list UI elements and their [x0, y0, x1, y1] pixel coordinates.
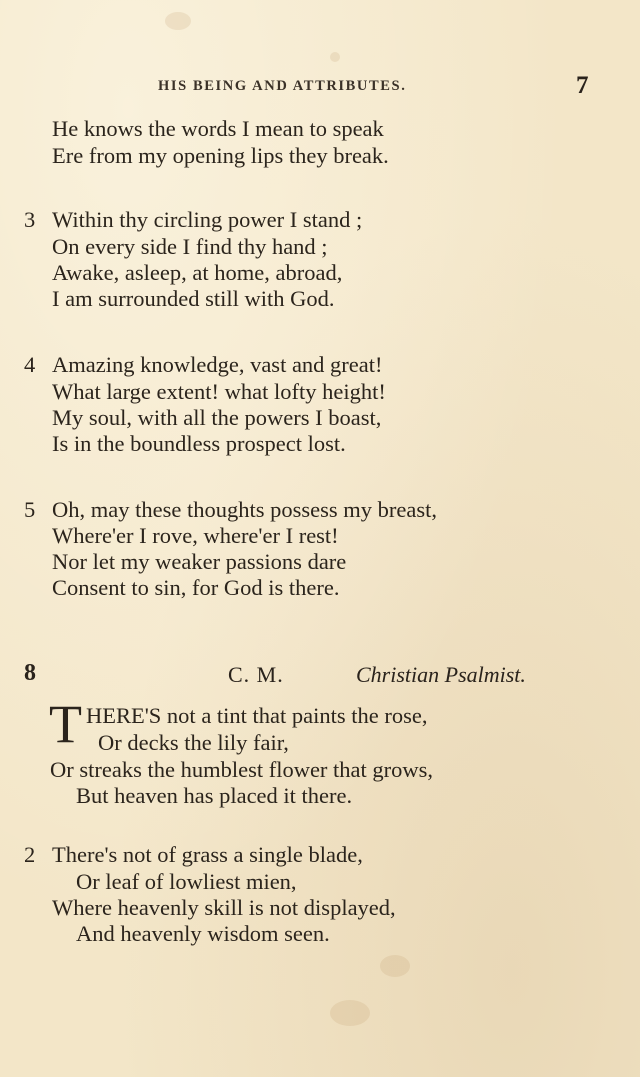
verse-line: But heaven has placed it there. [76, 783, 353, 808]
hymn-source: Christian Psalmist. [356, 662, 526, 687]
verse-line: Or leaf of lowliest mien, [76, 869, 297, 894]
verse-line: Nor let my weaker passions dare [52, 549, 347, 574]
verse-line: Oh, may these thoughts possess my breast, [52, 497, 437, 522]
verse-line: Or decks the lily fair, [98, 730, 289, 755]
drop-cap: T [49, 694, 82, 754]
verse-line: And heavenly wisdom seen. [76, 921, 330, 946]
verse-line: On every side I find thy hand ; [52, 234, 328, 259]
verse-line: What large extent! what lofty height! [52, 379, 386, 404]
paper-stain [330, 1000, 370, 1026]
verse-line: Where heavenly skill is not displayed, [52, 895, 396, 920]
verse-line: Amazing knowledge, vast and great! [52, 352, 383, 377]
verse-line: Or streaks the humblest flower that grows, [50, 757, 434, 782]
page-header [0, 72, 640, 102]
stanza-number: 3 [24, 207, 36, 232]
stanza-number: 4 [24, 352, 36, 377]
page-number: 7 [576, 72, 589, 99]
verse-line: Within thy circling power I stand ; [52, 207, 363, 232]
verse-line: I am surrounded still with God. [52, 286, 335, 311]
verse-line: Awake, asleep, at home, abroad, [52, 260, 343, 285]
verse-line: Is in the boundless prospect lost. [52, 431, 346, 456]
verse-line: Where'er I rove, where'er I rest! [52, 523, 339, 548]
paper-stain [380, 955, 410, 977]
hymn-meter: C. M. [228, 662, 284, 687]
verse-line: My soul, with all the powers I boast, [52, 405, 382, 430]
paper-stain [330, 52, 340, 62]
verse-line: He knows the words I mean to speak [52, 116, 384, 141]
running-head: HIS BEING AND ATTRIBUTES. [158, 78, 407, 94]
verse-line: Consent to sin, for God is there. [52, 575, 340, 600]
stanza-number: 5 [24, 497, 36, 522]
paper-stain [165, 12, 191, 30]
verse-line: Ere from my opening lips they break. [52, 143, 389, 168]
verse-line: There's not of grass a single blade, [52, 842, 363, 867]
verse-line: HERE'S not a tint that paints the rose, [86, 703, 428, 728]
stanza-number: 2 [24, 842, 36, 867]
hymn-number: 8 [24, 660, 36, 686]
